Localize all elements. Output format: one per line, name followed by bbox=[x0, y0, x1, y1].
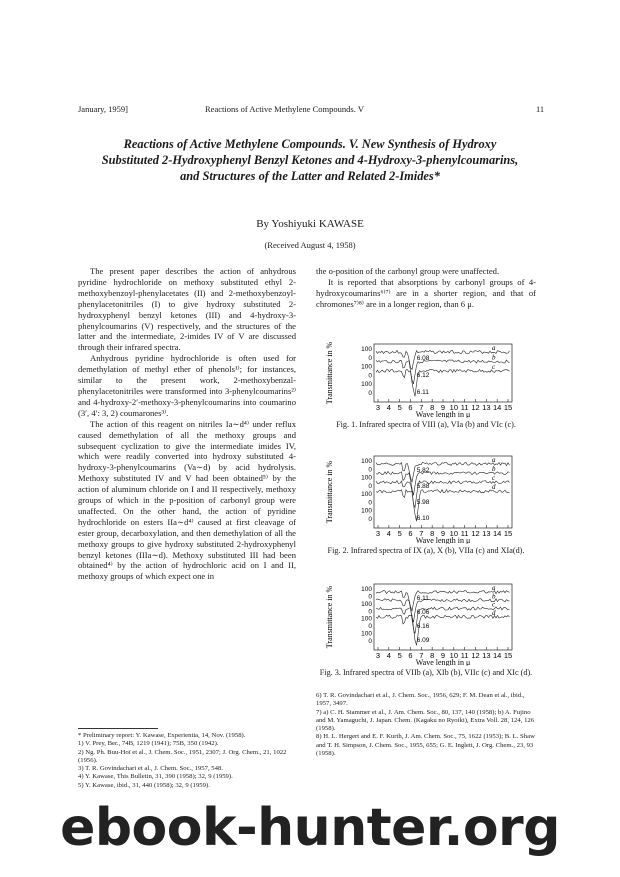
ir-spectrum-plot bbox=[316, 452, 536, 544]
figure-3 bbox=[316, 580, 536, 679]
article-title: Reactions of Active Methylene Compounds. V. New Synthesis of Hydroxy Substituted 2-Hydroxyphenyl Benzyl Ketones and 4-Hydroxy-3-phenylcoumarins, and Structures of the Latter and Related 2-Imides* bbox=[101, 137, 519, 183]
curve-label: a bbox=[492, 344, 496, 352]
x-tick-label: 6 bbox=[408, 529, 413, 538]
x-tick-label: 8 bbox=[430, 529, 435, 538]
footnote-rule bbox=[78, 728, 158, 729]
ir-spectrum-plot bbox=[316, 580, 536, 666]
spectrum-curve bbox=[376, 351, 510, 370]
x-tick-label: 7 bbox=[419, 403, 424, 412]
curve-label: d bbox=[492, 483, 496, 492]
watermark-text: ebook-hunter.org bbox=[60, 798, 560, 858]
x-tick-label: 10 bbox=[449, 651, 459, 660]
y-tick-label: 0 bbox=[368, 638, 372, 645]
footnotes-right bbox=[316, 692, 538, 758]
peak-label: 6.08 bbox=[416, 355, 430, 362]
x-tick-label: 5 bbox=[397, 651, 402, 660]
y-tick-label: 0 bbox=[368, 593, 372, 601]
peak-label: 5.98 bbox=[416, 499, 430, 506]
y-tick-label: 100 bbox=[361, 630, 372, 638]
footnotes-left bbox=[78, 732, 300, 790]
running-title: Reactions of Active Methylene Compounds. V bbox=[205, 104, 364, 114]
peak-label: 6.10 bbox=[416, 515, 430, 522]
x-tick-label: 4 bbox=[386, 651, 391, 660]
peak-label: 6.12 bbox=[416, 372, 430, 379]
received-date: (Received August 4, 1958) bbox=[264, 240, 356, 250]
y-tick-label: 0 bbox=[368, 466, 372, 474]
footnote: 4) Y. Kawase, This Bulletin, 31, 390 (1958); 32, 9 (1959). bbox=[78, 773, 233, 781]
peak-label: 6.11 bbox=[416, 389, 429, 396]
figure-caption: Fig. 3. Infrared spectra of VIIb (a), XIb (b), VIIc (c) and XIc (d). bbox=[319, 668, 533, 677]
peak-label: 5.82 bbox=[416, 467, 430, 474]
spectrum-curve bbox=[376, 615, 510, 645]
x-tick-label: 5 bbox=[397, 403, 402, 412]
x-tick-label: 6 bbox=[408, 403, 413, 412]
x-tick-label: 10 bbox=[449, 529, 459, 538]
y-tick-label: 100 bbox=[361, 615, 372, 623]
x-axis-label: Wave length in μ bbox=[415, 410, 471, 418]
spectrum-curve bbox=[376, 462, 510, 482]
y-tick-label: 100 bbox=[361, 507, 372, 515]
footnote: 8) H. L. Hergert and E. F. Kurth, J. Am. Chem. Soc., 75, 1622 (1953); B. L. Shaw and T. H. Simpson, J. Chem. Soc., 1955, 655; G. E. Inglett, J. Org. Chem., 23, 93 (1958). bbox=[316, 733, 535, 758]
y-tick-label: 100 bbox=[361, 346, 372, 353]
peak-label: 6.09 bbox=[416, 637, 430, 644]
figure-2 bbox=[316, 452, 536, 557]
x-tick-label: 7 bbox=[419, 529, 424, 538]
spectrum-curve bbox=[376, 490, 510, 522]
curve-label: c bbox=[492, 600, 496, 609]
paragraph: It is reported that absorptions by carbonyl groups of 4-hydroxycoumarins⁶⁾⁷⁾ are in a shorter region, and that of chromones⁷⁾⁸⁾ are in a longer region, than 6 μ. bbox=[316, 276, 536, 309]
y-tick-label: 100 bbox=[361, 381, 372, 389]
x-tick-label: 15 bbox=[503, 403, 513, 412]
x-tick-label: 14 bbox=[492, 403, 502, 412]
peak-label: 6.16 bbox=[416, 623, 430, 630]
x-tick-label: 3 bbox=[375, 651, 381, 660]
x-tick-label: 15 bbox=[503, 651, 513, 660]
x-tick-label: 13 bbox=[482, 529, 491, 538]
spectrum-curve bbox=[376, 607, 510, 634]
spectrum-curve bbox=[376, 481, 510, 508]
x-tick-label: 14 bbox=[492, 529, 502, 538]
x-tick-label: 7 bbox=[419, 651, 424, 660]
curve-label: c bbox=[492, 474, 496, 483]
x-tick-label: 10 bbox=[449, 403, 459, 412]
x-tick-label: 12 bbox=[471, 403, 480, 412]
y-tick-label: 0 bbox=[368, 623, 372, 631]
spectrum-curve bbox=[376, 370, 510, 397]
x-tick-label: 14 bbox=[492, 651, 502, 660]
y-tick-label: 0 bbox=[368, 499, 372, 507]
peak-label: 5.88 bbox=[416, 483, 430, 490]
y-tick-label: 100 bbox=[361, 363, 372, 371]
x-tick-label: 12 bbox=[471, 529, 480, 538]
figure-caption: Fig. 1. Infrared spectra of VIII (a), VIa (b) and VIc (c). bbox=[336, 420, 516, 429]
x-tick-label: 8 bbox=[430, 403, 435, 412]
paragraph: Anhydrous pyridine hydrochloride is often used for demethylation of methyl ether of phenols¹⁾; for instances, similar to the present work, 2-methoxybenzal-phenylacetonitriles were transformed into 3-phenylcoumarins²⁾ and 4-hydroxy-2′-methoxy-3-phenylcoumarins into coumarino (3′, 4′: 3, 2) coumarones³⁾. bbox=[78, 353, 296, 418]
header-date: January, 1959] bbox=[78, 104, 128, 114]
x-tick-label: 15 bbox=[503, 529, 513, 538]
x-tick-label: 4 bbox=[386, 529, 391, 538]
footnote: * Preliminary report: Y. Kawase, Experientia, 14, Nov. (1958). bbox=[78, 732, 246, 739]
footnote: 6) T. R. Govindachari et al., J. Chem. Soc., 1956, 629; F. M. Dean et al., ibid., 1957, 3497. bbox=[316, 692, 525, 708]
y-tick-label: 100 bbox=[361, 586, 372, 593]
x-tick-label: 9 bbox=[440, 529, 446, 538]
y-tick-label: 0 bbox=[368, 354, 372, 362]
left-column bbox=[78, 266, 296, 582]
x-tick-label: 5 bbox=[397, 529, 402, 538]
y-axis-label: Transmittance in % bbox=[325, 341, 334, 405]
paragraph: The action of this reagent on nitriles Ia∼d⁴⁾ under reflux caused demethylation of all the methoxy groups and subsequent cyclization to give the intermediate imides IV, which were readily converted into hydroxy substituted 4-hydroxy-3-phenylcoumarins (Va∼d) by acid hydrolysis. Methoxy substituted IV and V had been obtained⁵⁾ by the action of aluminum chloride on I and II respectively, methoxy groups of which in the p-position of carbonyl group were unaffected. On the other hand, the action of pyridine hydrochloride on esters IIa∼d⁴⁾ caused at first cleavage of ester group, decarboxylation, and then demethylation of all the methoxy groups to give hydroxy substituted 2-hydroxyphenyl benzyl ketones (IIIa∼d). Methoxy substituted III had been obtained⁴⁾ by the action of hydrochloric acid on I and II, methoxy groups of which expect one in bbox=[78, 418, 296, 582]
figure-1 bbox=[316, 340, 536, 431]
x-tick-label: 13 bbox=[482, 651, 491, 660]
author-line: By Yoshiyuki KAWASE bbox=[256, 218, 364, 230]
footnote: 2) Ng. Ph. Buu-Hoï et al., J. Chem. Soc., 1951, 2307; J. Org. Chem., 21, 1022 (1956). bbox=[78, 748, 287, 764]
x-tick-label: 9 bbox=[440, 651, 446, 660]
spectrum-curve bbox=[376, 599, 510, 623]
x-tick-label: 4 bbox=[386, 403, 391, 412]
footnote: 1) V. Prey, Ber., 74B, 1219 (1941); 75B, 350 (1942). bbox=[78, 740, 219, 748]
y-tick-label: 100 bbox=[361, 600, 372, 608]
curve-label: b bbox=[492, 592, 496, 601]
footnote: 7) a) C. H. Stammer et al., J. Am. Chem. Soc., 80, 137, 140 (1958); b) A. Fujino and M. Yamaguchi, J. Japan. Chem. (Kagaku no Ryoiki), Extra Voll. 28, 124, 126 (1958). bbox=[316, 708, 535, 733]
y-tick-label: 100 bbox=[361, 474, 372, 482]
x-tick-label: 12 bbox=[471, 651, 480, 660]
ir-spectrum-plot bbox=[316, 340, 536, 418]
y-tick-label: 100 bbox=[361, 491, 372, 499]
peak-label: 6.06 bbox=[416, 609, 430, 616]
curve-label: d bbox=[492, 608, 496, 617]
x-tick-label: 11 bbox=[460, 651, 469, 660]
curve-label: a bbox=[492, 584, 496, 592]
paragraph: the o-position of the carbonyl group were unaffected. bbox=[316, 266, 500, 276]
x-tick-label: 3 bbox=[375, 403, 381, 412]
curve-label: a bbox=[492, 456, 496, 464]
footnote: 3) T. R. Govindachari et al., J. Chem. Soc., 1957, 548. bbox=[78, 765, 223, 773]
page-number: 11 bbox=[536, 104, 545, 114]
y-axis-label: Transmittance in % bbox=[325, 460, 334, 524]
peak-label: 6.11 bbox=[416, 595, 429, 602]
x-tick-label: 6 bbox=[408, 651, 413, 660]
x-tick-label: 11 bbox=[460, 403, 469, 412]
curve-label: c bbox=[492, 363, 496, 372]
y-tick-label: 0 bbox=[368, 608, 372, 616]
y-tick-label: 0 bbox=[368, 516, 372, 523]
x-tick-label: 11 bbox=[460, 529, 469, 538]
curve-label: b bbox=[492, 353, 496, 362]
right-column bbox=[316, 266, 536, 310]
x-tick-label: 9 bbox=[440, 403, 446, 412]
x-axis-label: Wave length in μ bbox=[415, 658, 471, 666]
x-axis-label: Wave length in μ bbox=[415, 536, 471, 544]
footnote: 5) Y. Kawase, ibid., 31, 440 (1958); 32, 9 (1959). bbox=[78, 781, 210, 789]
y-tick-label: 0 bbox=[368, 390, 372, 397]
curve-label: b bbox=[492, 465, 496, 474]
paragraph: The present paper describes the action of anhydrous pyridine hydrochloride on methoxy substituted ethyl 2-methoxybenzoyl-phenylacetates (II) and 2-methoxybenzoyl-phenylacetonitriles (I) to give hydroxy substituted 2-hydroxyphenyl benzyl ketones (III) and 4-hydroxy-3-phenylcoumarins (V) respectively, and the structures of the latter and the intermediate, 2-imides IV of V are discussed through their infrared spectra. bbox=[78, 266, 296, 353]
x-tick-label: 13 bbox=[482, 403, 491, 412]
y-tick-label: 100 bbox=[361, 458, 372, 465]
figure-caption: Fig. 2. Infrared spectra of IX (a), X (b), VIIa (c) and XIa(d). bbox=[327, 546, 525, 555]
x-tick-label: 8 bbox=[430, 651, 435, 660]
y-tick-label: 0 bbox=[368, 482, 372, 490]
x-tick-label: 3 bbox=[375, 529, 381, 538]
y-axis-label: Transmittance in % bbox=[325, 585, 334, 649]
y-tick-label: 0 bbox=[368, 372, 372, 380]
